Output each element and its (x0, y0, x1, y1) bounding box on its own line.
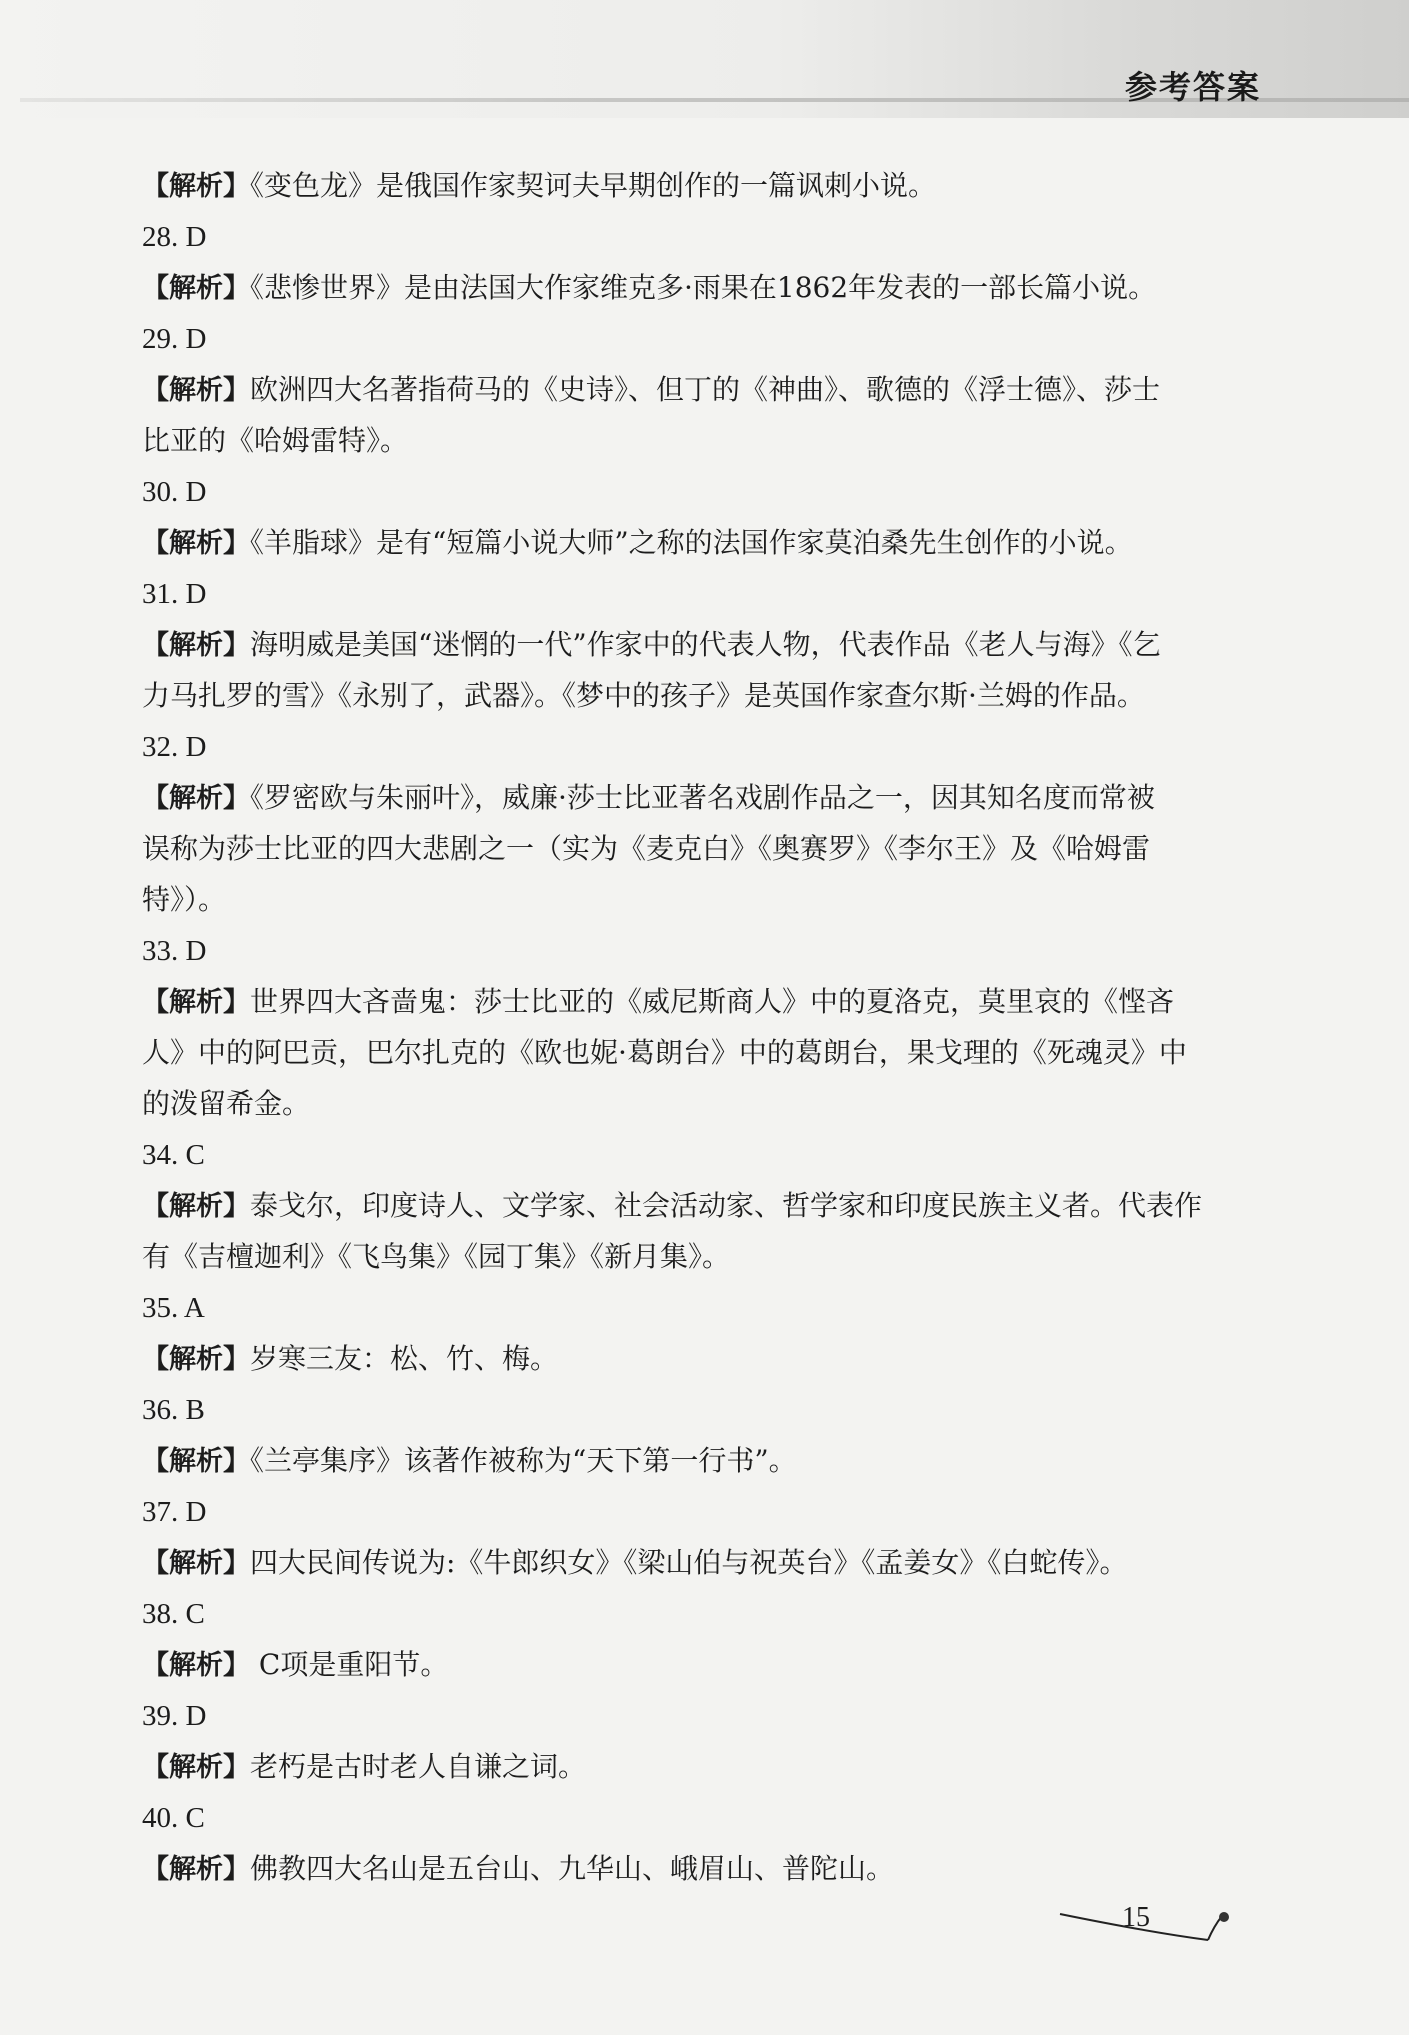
analysis-text: 欧洲四大名著指荷马的《史诗》、但丁的《神曲》、歌德的《浮士德》、莎士 (250, 373, 1161, 406)
analysis-continuation (142, 874, 1264, 925)
analysis-text: 泰戈尔，印度诗人、文学家、社会活动家、哲学家和印度民族主义者。代表作 (250, 1189, 1203, 1222)
analysis-label: 【解析】 (142, 630, 250, 661)
analysis-label: 【解析】 (142, 528, 250, 559)
answer-number-text: 33. D (142, 935, 207, 967)
analysis-line (142, 364, 1264, 415)
answer-number (142, 211, 1264, 262)
answer-number (142, 313, 1264, 364)
answer-number (142, 1129, 1264, 1180)
analysis-line (142, 1180, 1264, 1231)
analysis-text: 岁寒三友：松、竹、梅。 (250, 1342, 559, 1375)
answer-number-text: 32. D (142, 731, 207, 763)
analysis-line (142, 517, 1264, 568)
analysis-line (142, 772, 1264, 823)
analysis-label: 【解析】 (142, 1650, 250, 1681)
answer-content (142, 160, 1264, 1894)
analysis-line (142, 262, 1264, 313)
analysis-text: 力马扎罗的雪》《永别了，武器》。《梦中的孩子》是英国作家查尔斯·兰姆的作品。 (142, 679, 1145, 712)
analysis-line (142, 619, 1264, 670)
answer-number-text: 30. D (142, 476, 207, 508)
answer-number (142, 1282, 1264, 1333)
analysis-line (142, 1639, 1264, 1690)
analysis-label: 【解析】 (142, 1752, 250, 1783)
analysis-text: 《兰亭集序》该著作被称为“天下第一行书”。 (250, 1444, 797, 1477)
analysis-line (142, 1843, 1264, 1894)
analysis-text: 比亚的《哈姆雷特》。 (142, 424, 409, 457)
answer-number-text: 34. C (142, 1139, 205, 1171)
analysis-label: 【解析】 (142, 987, 250, 1018)
analysis-text: 佛教四大名山是五台山、九华山、峨眉山、普陀山。 (250, 1852, 895, 1885)
analysis-label: 【解析】 (142, 783, 250, 814)
analysis-text: 《羊脂球》是有“短篇小说大师”之称的法国作家莫泊桑先生创作的小说。 (250, 526, 1133, 559)
answer-number-text: 28. D (142, 221, 207, 253)
analysis-line (142, 1741, 1264, 1792)
analysis-text: 《变色龙》是俄国作家契诃夫早期创作的一篇讽刺小说。 (250, 169, 937, 202)
answer-number (142, 721, 1264, 772)
analysis-continuation (142, 1078, 1264, 1129)
answer-number (142, 1690, 1264, 1741)
answer-number (142, 568, 1264, 619)
analysis-line (142, 1435, 1264, 1486)
analysis-label: 【解析】 (142, 1446, 250, 1477)
section-title: 参考答案 (1124, 68, 1261, 106)
analysis-text: 误称为莎士比亚的四大悲剧之一（实为《麦克白》《奥赛罗》《李尔王》及《哈姆雷 (142, 832, 1151, 865)
analysis-label: 【解析】 (142, 273, 250, 304)
analysis-label: 【解析】 (142, 1344, 250, 1375)
analysis-continuation (142, 1231, 1264, 1282)
answer-number-text: 35. A (142, 1292, 205, 1324)
analysis-continuation (142, 823, 1264, 874)
answer-number-text: 38. C (142, 1598, 205, 1630)
answer-number (142, 925, 1264, 976)
analysis-label: 【解析】 (142, 1191, 250, 1222)
answer-number (142, 1588, 1264, 1639)
answer-number-text: 40. C (142, 1802, 205, 1834)
answer-number (142, 1384, 1264, 1435)
analysis-text: 人》中的阿巴贡，巴尔扎克的《欧也妮·葛朗台》中的葛朗台，果戈理的《死魂灵》中 (142, 1036, 1187, 1069)
answer-number-text: 37. D (142, 1496, 207, 1528)
analysis-text: 老朽是古时老人自谦之词。 (250, 1750, 587, 1783)
answer-number (142, 1792, 1264, 1843)
analysis-text: 海明威是美国“迷惘的一代”作家中的代表人物，代表作品《老人与海》《乞 (250, 628, 1161, 661)
analysis-continuation (142, 415, 1264, 466)
analysis-continuation (142, 670, 1264, 721)
analysis-text: 有《吉檀迦利》《飞鸟集》《园丁集》《新月集》。 (142, 1240, 731, 1273)
analysis-line (142, 160, 1264, 211)
analysis-text: 世界四大吝啬鬼：莎士比亚的《威尼斯商人》中的夏洛克，莫里哀的《悭吝 (250, 985, 1175, 1018)
analysis-text: 的泼留希金。 (142, 1087, 311, 1120)
analysis-label: 【解析】 (142, 171, 250, 202)
analysis-label: 【解析】 (142, 1854, 250, 1885)
analysis-continuation (142, 1027, 1264, 1078)
answer-number (142, 466, 1264, 517)
analysis-text: C项是重阳节。 (250, 1648, 449, 1681)
analysis-text: 《罗密欧与朱丽叶》，威廉·莎士比亚著名戏剧作品之一，因其知名度而常被 (250, 781, 1155, 814)
analysis-text: 四大民间传说为:《牛郎织女》《梁山伯与祝英台》《孟姜女》《白蛇传》。 (250, 1546, 1128, 1579)
page-number: 15 (1122, 1902, 1150, 1933)
analysis-text: 《悲惨世界》是由法国大作家维克多·雨果在1862年发表的一部长篇小说。 (250, 271, 1157, 304)
answer-number-text: 39. D (142, 1700, 207, 1732)
analysis-label: 【解析】 (142, 375, 250, 406)
answer-number (142, 1486, 1264, 1537)
analysis-line (142, 1333, 1264, 1384)
analysis-text: 特》）。 (142, 883, 227, 916)
answer-number-text: 36. B (142, 1394, 205, 1426)
answer-number-text: 31. D (142, 578, 207, 610)
analysis-label: 【解析】 (142, 1548, 250, 1579)
answer-number-text: 29. D (142, 323, 207, 355)
analysis-line (142, 1537, 1264, 1588)
analysis-line (142, 976, 1264, 1027)
